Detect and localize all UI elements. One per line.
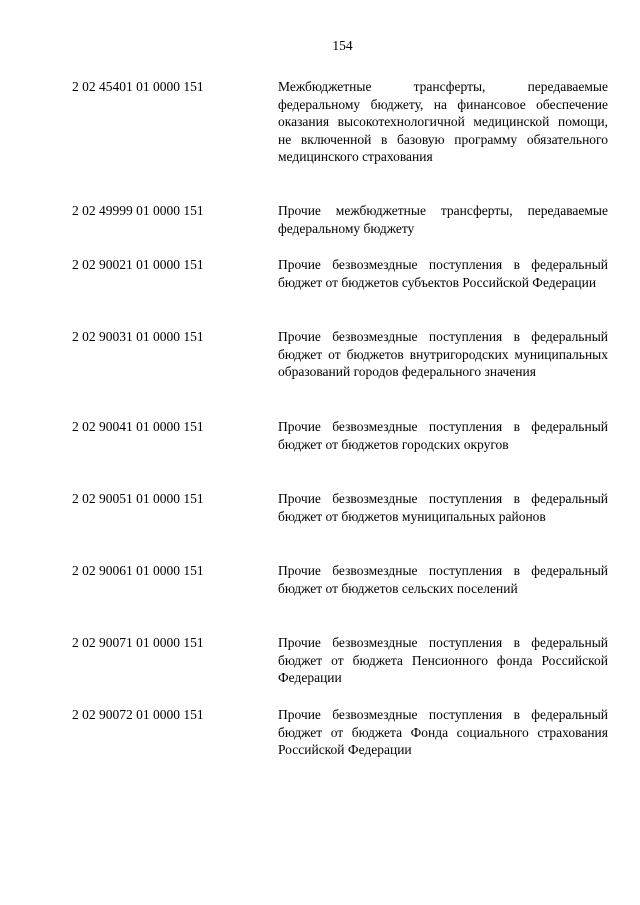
budget-description: Прочие безвозмездные поступления в федеральный бюджет от бюджета Пенсионного фонда Российской Федерации — [278, 635, 608, 685]
budget-description: Прочие безвозмездные поступления в федеральный бюджет от бюджетов сельских поселений — [278, 563, 608, 596]
table-row — [0, 490, 640, 562]
page-number: 154 — [332, 38, 353, 53]
table-row — [0, 78, 640, 202]
table-row — [0, 328, 640, 418]
table-row — [0, 418, 640, 490]
table-row — [0, 562, 640, 634]
table-row — [0, 202, 640, 256]
budget-code: 2 02 49999 01 0000 151 — [72, 203, 204, 218]
table-row — [0, 634, 640, 706]
budget-code: 2 02 45401 01 0000 151 — [72, 79, 204, 94]
table-row — [0, 256, 640, 328]
table-row — [0, 706, 640, 778]
budget-description: Прочие межбюджетные трансферты, передаваемые федеральному бюджету — [278, 203, 608, 236]
budget-code: 2 02 90021 01 0000 151 — [72, 257, 204, 272]
classification-table — [0, 78, 640, 778]
budget-description: Прочие безвозмездные поступления в федеральный бюджет от бюджетов субъектов Российской Федерации — [278, 257, 608, 290]
budget-code: 2 02 90061 01 0000 151 — [72, 563, 204, 578]
budget-description: Прочие безвозмездные поступления в федеральный бюджет от бюджетов муниципальных районов — [278, 491, 608, 524]
budget-code: 2 02 90072 01 0000 151 — [72, 707, 204, 722]
budget-description: Прочие безвозмездные поступления в федеральный бюджет от бюджетов внутригородских муниципальных образований городов федерального значения — [278, 329, 608, 379]
budget-code: 2 02 90071 01 0000 151 — [72, 635, 204, 650]
budget-description: Межбюджетные трансферты, передаваемые федеральному бюджету, на финансовое обеспечение оказания высокотехнологичной медицинской помощи, не включенной в базовую программу обязательного медицинского страхования — [278, 79, 608, 164]
budget-description: Прочие безвозмездные поступления в федеральный бюджет от бюджета Фонда социального страхования Российской Федерации — [278, 707, 608, 757]
budget-code: 2 02 90041 01 0000 151 — [72, 419, 204, 434]
budget-code: 2 02 90051 01 0000 151 — [72, 491, 204, 506]
budget-code: 2 02 90031 01 0000 151 — [72, 329, 204, 344]
budget-description: Прочие безвозмездные поступления в федеральный бюджет от бюджетов городских округов — [278, 419, 608, 452]
